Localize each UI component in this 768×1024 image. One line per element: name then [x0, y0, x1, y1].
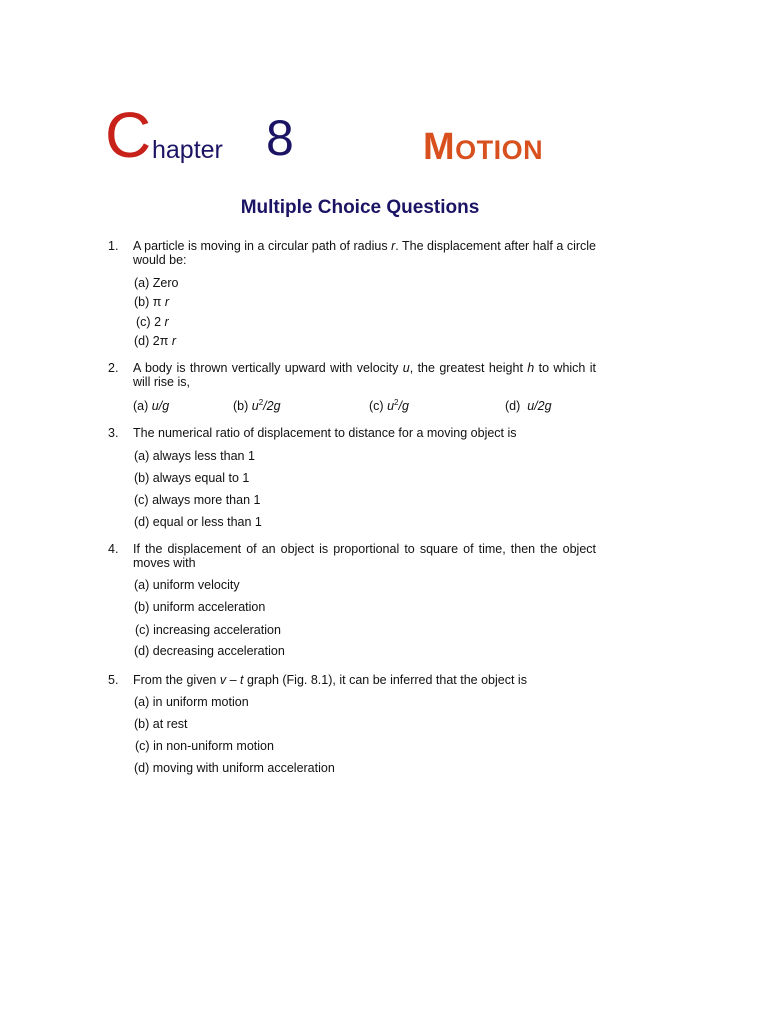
option-variable: r [171, 334, 176, 348]
option-2c [369, 399, 409, 413]
question-number: 1. [108, 239, 119, 253]
option-2a [133, 399, 169, 413]
chapter-word: hapter [152, 136, 223, 164]
question-stem [133, 362, 596, 389]
option-text: moving with uniform acceleration [152, 761, 335, 775]
question-stem [133, 240, 596, 267]
option-4a [134, 578, 240, 592]
option-label: (d) [505, 399, 521, 413]
option-text: uniform acceleration [152, 600, 266, 614]
option-label: (a) [134, 578, 150, 592]
chapter-number: 8 [266, 110, 294, 166]
option-text: u [387, 399, 395, 413]
stem-variable: v – t [219, 673, 244, 687]
option-text: always equal to 1 [152, 471, 250, 485]
option-text: in uniform motion [152, 695, 249, 709]
option-5c [135, 739, 274, 753]
option-label: (d) [134, 761, 150, 775]
option-text: π [152, 295, 165, 309]
question-2 [108, 362, 596, 389]
option-label: (c) [369, 399, 384, 413]
option-label: (c) [134, 493, 149, 507]
option-2d [505, 399, 552, 413]
question-3 [108, 427, 596, 441]
stem-variable: r [391, 239, 396, 253]
chapter-header [0, 0, 768, 180]
stem-text: to which it will rise is, [133, 361, 596, 389]
option-label: (b) [233, 399, 249, 413]
option-text: u/g [151, 399, 170, 413]
option-text: increasing acceleration [153, 623, 281, 637]
option-label: (a) [133, 399, 149, 413]
option-label: (a) [134, 276, 150, 290]
option-label: (c) [135, 739, 150, 753]
option-label: (c) [135, 623, 150, 637]
option-text: 2π [152, 334, 172, 348]
option-text: 2 [154, 315, 165, 329]
option-5d [134, 761, 335, 775]
option-3a [134, 449, 255, 463]
question-4 [108, 543, 596, 570]
option-text: u/2g [527, 399, 552, 413]
option-label: (b) [134, 295, 150, 309]
option-text: uniform velocity [152, 578, 240, 592]
option-5a [134, 695, 249, 709]
section-title: Multiple Choice Questions [240, 197, 480, 218]
option-label: (d) [134, 644, 150, 658]
question-number: 5. [108, 673, 119, 687]
option-text: u [251, 399, 259, 413]
question-number: 3. [108, 426, 119, 440]
question-stem [133, 674, 596, 688]
chapter-title-initial: M [423, 126, 456, 168]
option-3c [134, 493, 260, 507]
question-number: 4. [108, 542, 119, 556]
option-text: in non-uniform motion [153, 739, 274, 753]
option-text: decreasing acceleration [152, 644, 285, 658]
option-1a [134, 276, 178, 290]
option-label: (d) [134, 334, 150, 348]
option-label: (b) [134, 471, 150, 485]
option-label: (a) [134, 449, 150, 463]
chapter-title [423, 126, 543, 169]
option-text: always more than 1 [152, 493, 261, 507]
option-3d [134, 515, 262, 529]
option-superscript: 2 [394, 398, 399, 407]
option-4b [134, 600, 265, 614]
chapter-title-rest: OTION [455, 135, 544, 165]
option-text: Zero [152, 276, 179, 290]
option-5b [134, 717, 188, 731]
option-label: (d) [134, 515, 150, 529]
option-1b [134, 295, 169, 309]
option-label: (c) [136, 315, 151, 329]
stem-text: A particle is moving in a circular path of radius [133, 239, 392, 253]
stem-text: graph (Fig. 8.1), it can be inferred that the object is [243, 673, 527, 687]
stem-variable: u [402, 361, 410, 375]
option-text: /2g [263, 399, 281, 413]
question-number: 2. [108, 361, 119, 375]
option-superscript: 2 [258, 398, 264, 407]
question-stem: If the displacement of an object is proportional to square of time, then the object moves with [133, 542, 596, 570]
question-5 [108, 674, 596, 688]
option-1c [136, 315, 169, 329]
option-1d [134, 334, 176, 348]
option-variable: r [164, 315, 169, 329]
option-3b [134, 471, 249, 485]
stem-text: . The displacement after half a circle would be: [133, 239, 596, 267]
option-text: at rest [152, 717, 188, 731]
stem-text: A body is thrown vertically upward with velocity [133, 361, 403, 375]
stem-variable: h [527, 361, 535, 375]
chapter-initial: C [105, 99, 152, 171]
option-text: /g [398, 399, 409, 413]
question-1 [108, 240, 596, 267]
stem-text: From the given [133, 673, 220, 687]
option-label: (a) [134, 695, 150, 709]
stem-text: , the greatest height [409, 361, 528, 375]
option-text: always less than 1 [152, 449, 255, 463]
option-variable: r [164, 295, 170, 309]
option-label: (b) [134, 600, 150, 614]
option-2b [233, 399, 281, 413]
option-4d [134, 644, 285, 658]
option-4c [135, 623, 281, 637]
option-label: (b) [134, 717, 150, 731]
question-stem: The numerical ratio of displacement to distance for a moving object is [133, 426, 517, 440]
option-text: equal or less than 1 [152, 515, 262, 529]
